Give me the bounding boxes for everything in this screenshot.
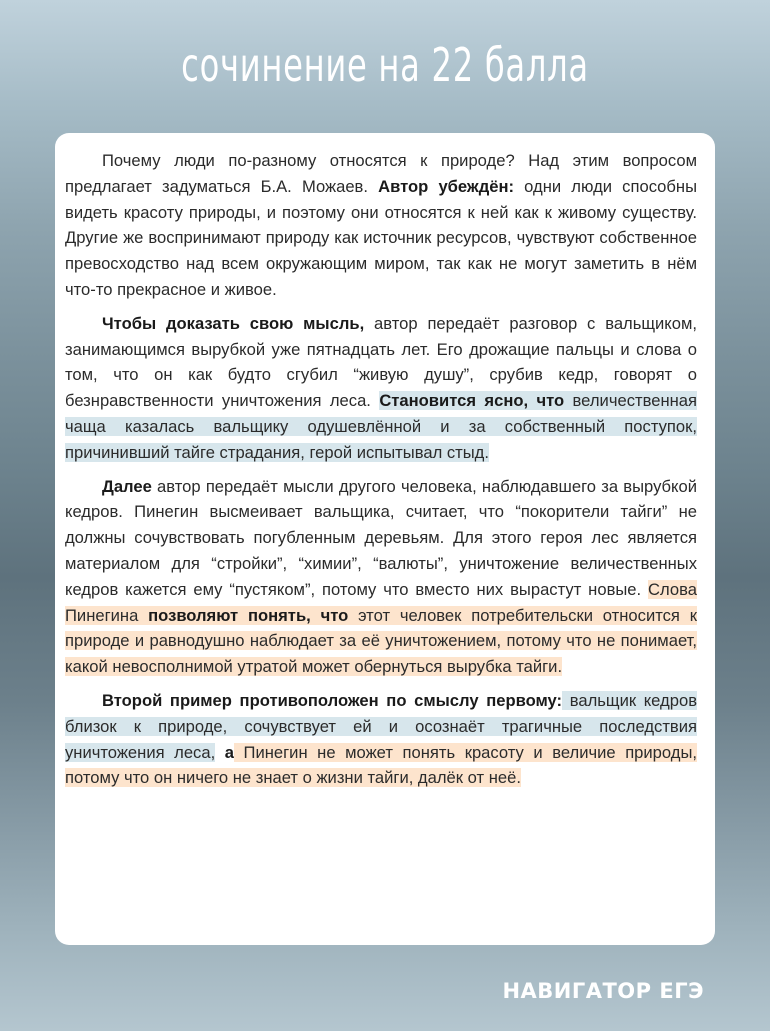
intro-bold-phrase: Автор убеждён:	[378, 176, 515, 196]
intro-text: Почему люди по-разному относятся к природе? Над этим вопросом предлагает задуматься Б.А. Можаев.	[65, 151, 697, 196]
example-two-conclusion-text: этот человек потребительски относится к природе и равнодушно наблюдает за её уничтожением, потому что не понимает, какой невосполнимой утратой может обернуться вырубка тайги.	[65, 605, 697, 677]
intro-thesis-text: одни люди способны видеть красоту природы, и поэтому они относятся к ней как к живому существу. Другие же воспринимают природу как источник ресурсов, чувствуют собственное превосходство над всем окружающим миром, так как не могут заметить в нём что-то прекрасное и живое.	[65, 176, 697, 299]
relation-first-highlight: вальщик кедров близок к природе, сочувствует ей и осознаёт трагичные последствия уничтожения леса,	[65, 690, 698, 762]
essay-text	[65, 148, 697, 799]
essay-paragraph-example-two	[65, 474, 697, 680]
essay-paragraph-example-one	[65, 311, 697, 466]
page-title: сочинение на 22 балла	[181, 38, 589, 92]
example-one-lead-bold: Чтобы доказать свою мысль,	[102, 313, 365, 333]
example-two-lead-bold: Далее	[102, 476, 152, 496]
relation-second-highlight: Пинегин не может понять красоту и величие природы, потому что он ничего не знает о жизни тайги, далёк от неё.	[65, 742, 697, 788]
example-one-conclusion-bold: Становится ясно, что	[379, 391, 565, 411]
essay-paragraph-intro	[65, 148, 697, 303]
essay-card	[55, 133, 715, 945]
example-two-conclusion-bold: позволяют понять, что	[148, 605, 349, 625]
example-one-conclusion-text: величественная чаща казалась вальщику одушевлённой и за собственный поступок, причинивший тайге страдания, герой испытывал стыд.	[65, 391, 697, 462]
relation-connector-bold: а	[215, 742, 234, 762]
example-one-text: автор передаёт разговор с вальщиком, занимающимся вырубкой уже пятнадцать лет. Его дрожащие пальцы и слова о том, что он как будто сгубил “живую душу”, срубив кедр, говорят о безнравственности уничтожения леса.	[65, 313, 697, 411]
essay-paragraph-relation	[65, 688, 697, 791]
brand-logo-text: НАВИГАТОР ЕГЭ	[502, 979, 704, 1003]
example-two-conclusion-start: Слова Пинегина	[65, 579, 697, 625]
example-two-text: автор передаёт мысли другого человека, наблюдавшего за вырубкой кедров. Пинегин высмеивает вальщика, считает, что “покорители тайги” не должны сочувствовать погубленным деревьям. Для этого героя лес является материалом для “стройки”, “химии”, “валюты”, уничтожение величественных кедров кажется ему “пустяком”, потому что вместо них вырастут новые.	[65, 476, 697, 599]
relation-lead-bold: Второй пример противоположен по смыслу первому:	[102, 690, 563, 710]
